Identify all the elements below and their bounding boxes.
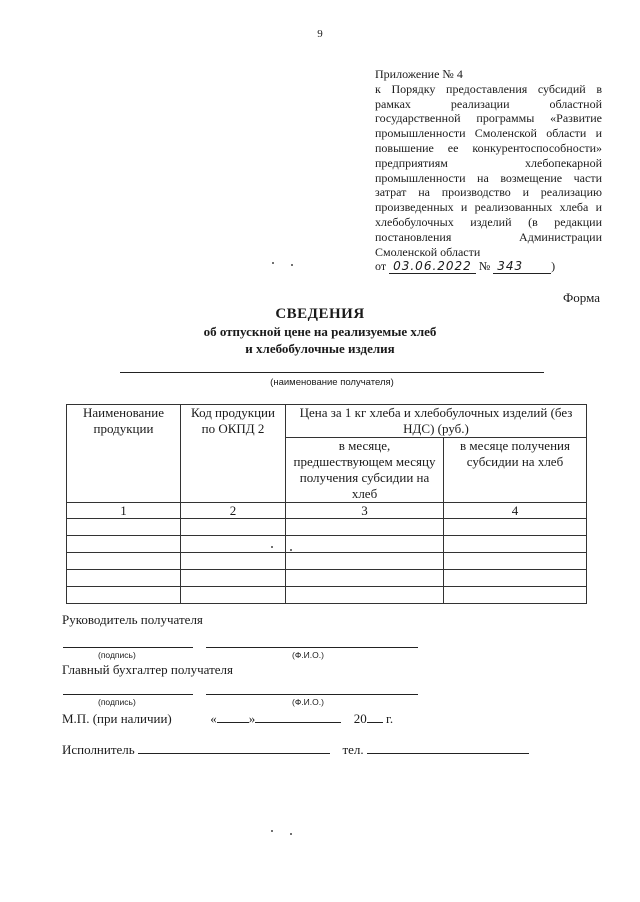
decree-date: 03.06.2022 [389, 259, 476, 274]
scan-speck [272, 262, 274, 264]
accountant-name-caption: (Ф.И.О.) [292, 697, 324, 707]
head-signature-line[interactable] [63, 647, 193, 648]
executor-field[interactable] [138, 742, 330, 754]
table-row [67, 553, 587, 570]
header-product-name: Наименование продукции [67, 405, 181, 503]
table-cell[interactable] [67, 587, 181, 604]
head-signature-caption: (подпись) [98, 650, 136, 660]
executor-line [62, 742, 529, 758]
stamp-label: М.П. (при наличии) [62, 711, 172, 726]
appendix-title: Приложение № 4 [375, 67, 463, 81]
document-subtitle-line2: и хлебобулочные изделия [245, 341, 395, 356]
date-prefix: от [375, 259, 387, 274]
scan-speck [290, 549, 292, 551]
year-suffix: г. [386, 711, 394, 726]
table-cell[interactable] [286, 553, 444, 570]
date-close-quote: » [248, 711, 256, 726]
year-prefix: 20 [353, 711, 367, 726]
table-row [67, 570, 587, 587]
table-cell[interactable] [181, 553, 286, 570]
number-sign: № [478, 259, 491, 274]
table-cell[interactable] [67, 553, 181, 570]
table-cell[interactable] [444, 570, 587, 587]
table-row [67, 587, 587, 604]
phone-label: тел. [342, 742, 364, 757]
table-cell[interactable] [286, 587, 444, 604]
column-number: 4 [444, 503, 587, 519]
number-fill-line [527, 259, 551, 274]
table-cell[interactable] [286, 519, 444, 536]
form-label: Форма [563, 290, 600, 305]
column-number-row [67, 503, 587, 519]
price-table [66, 404, 587, 604]
table-cell[interactable] [181, 587, 286, 604]
head-label: Руководитель получателя [62, 612, 203, 627]
date-open-quote: « [210, 711, 217, 726]
table-row [67, 519, 587, 536]
table-cell[interactable] [444, 553, 587, 570]
appendix-text: к Порядку предоставления субсидий в рамках реализации областной государственной программы «Развитие промышленности Смоленской области и повышение ее конкурентоспособности» предприятиям хлебопекарной промышленности на возмещение части затрат на производство и реализацию произведенных и реализованных хлеба и хлебобулочных изделий (в редакции постановления Администрации Смоленской области [375, 81, 602, 259]
scan-speck [271, 830, 273, 832]
column-number: 1 [67, 503, 181, 519]
table-cell[interactable] [67, 536, 181, 553]
table-cell[interactable] [444, 587, 587, 604]
table-cell[interactable] [286, 536, 444, 553]
accountant-signature-line[interactable] [63, 694, 193, 695]
table-cell[interactable] [181, 536, 286, 553]
table-cell[interactable] [181, 519, 286, 536]
table-cell[interactable] [444, 536, 587, 553]
decree-number: 343 [493, 259, 527, 274]
header-price: Цена за 1 кг хлеба и хлебобулочных изделий (без НДС) (руб.) [286, 405, 587, 438]
column-number: 2 [181, 503, 286, 519]
scan-speck [291, 264, 293, 266]
header-product-code: Код продукции по ОКПД 2 [181, 405, 286, 503]
head-name-caption: (Ф.И.О.) [292, 650, 324, 660]
table-header-row [67, 405, 587, 438]
header-current-month: в месяце получения субсидии на хлеб [444, 438, 587, 503]
appendix-block [375, 67, 602, 274]
recipient-name-line[interactable] [120, 372, 544, 373]
accountant-signature-caption: (подпись) [98, 697, 136, 707]
table-cell[interactable] [444, 519, 587, 536]
document-subtitle-line1: об отпускной цене на реализуемые хлеб [203, 324, 437, 339]
stamp-date-line [62, 711, 393, 727]
table-cell[interactable] [67, 570, 181, 587]
year-field[interactable] [367, 711, 383, 723]
scan-speck [290, 833, 292, 835]
closing-paren: ) [551, 259, 556, 274]
table-row [67, 536, 587, 553]
head-name-line[interactable] [206, 647, 418, 648]
table-cell[interactable] [181, 570, 286, 587]
document-title: СВЕДЕНИЯ [275, 306, 365, 322]
executor-label: Исполнитель [62, 742, 135, 757]
phone-field[interactable] [367, 742, 529, 754]
scan-speck [271, 546, 273, 548]
month-field[interactable] [255, 711, 341, 723]
header-prev-month: в месяце, предшествующем месяцу получения субсидии на хлеб [286, 438, 444, 503]
accountant-name-line[interactable] [206, 694, 418, 695]
column-number: 3 [286, 503, 444, 519]
page-number: 9 [317, 28, 323, 40]
recipient-caption: (наименование получателя) [270, 377, 394, 388]
decree-date-number [375, 259, 602, 274]
accountant-label: Главный бухгалтер получателя [62, 662, 234, 677]
day-field[interactable] [217, 711, 249, 723]
table-cell[interactable] [286, 570, 444, 587]
table-cell[interactable] [67, 519, 181, 536]
